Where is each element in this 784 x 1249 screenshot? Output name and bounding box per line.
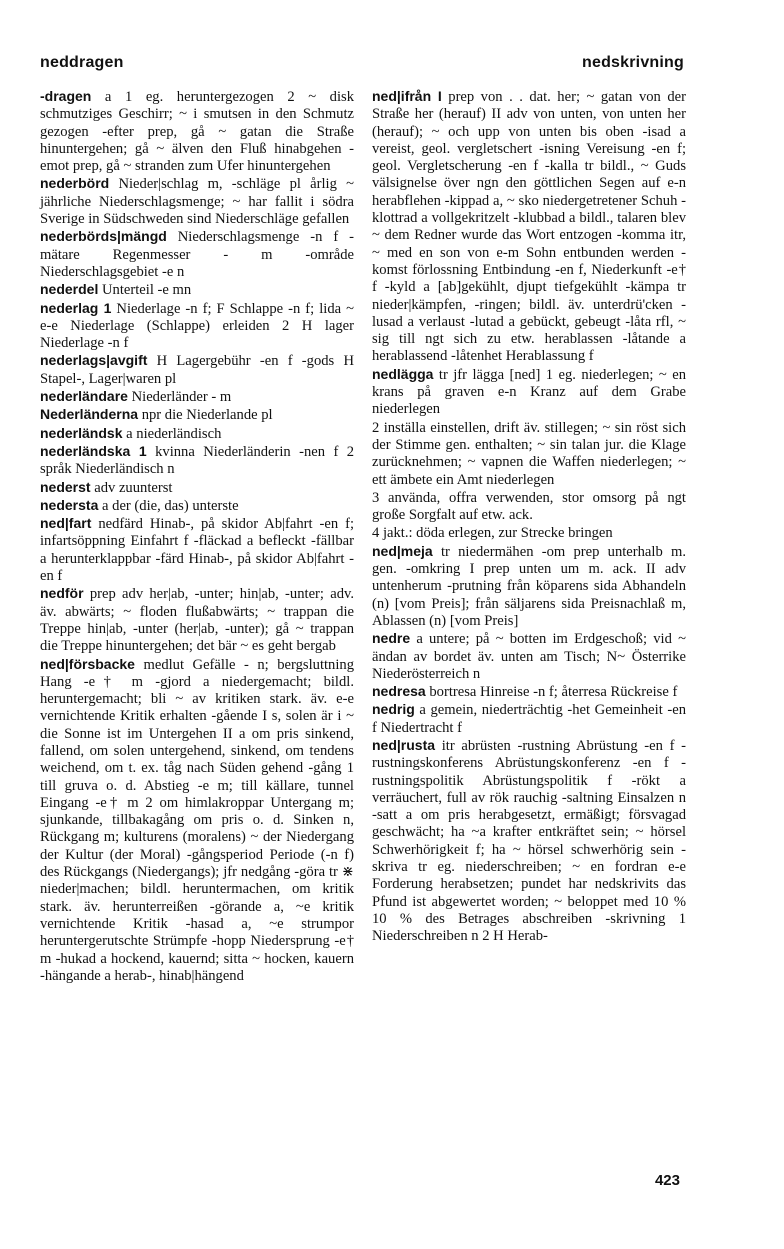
entry-headword: nedre bbox=[372, 630, 411, 647]
entry-text: Niederschlagsmenge -n f -mätare Regenmesser - m -område Niederschlagsgebiet -e n bbox=[40, 229, 354, 280]
entry-text: a der (die, das) unterste bbox=[102, 497, 239, 514]
left-column bbox=[40, 88, 354, 985]
entry-headword: nedlägga bbox=[372, 365, 434, 382]
dictionary-entry bbox=[40, 406, 354, 424]
dictionary-entry bbox=[372, 366, 686, 419]
entry-headword: nederlag 1 bbox=[40, 299, 112, 316]
dictionary-entry bbox=[372, 524, 686, 542]
entry-headword: nederländska 1 bbox=[40, 442, 147, 459]
entry-text: adv zuunterst bbox=[94, 479, 173, 496]
dictionary-entry bbox=[40, 175, 354, 228]
dictionary-entry bbox=[372, 489, 686, 525]
entry-headword: ned|meja bbox=[372, 542, 433, 559]
entry-headword: ned|fart bbox=[40, 515, 92, 532]
entry-text: npr die Niederlande pl bbox=[141, 407, 273, 424]
entry-text: 3 använda, offra verwenden, stor omsorg på ngt große Sorgfalt auf etw. ack. bbox=[372, 489, 686, 524]
entry-text: a 1 eg. heruntergezogen 2 ~ disk schmutziges Geschirr; ~ i smutsen in den Schmutz gezogen -efter prep, gå ~ gatan die Straße hinuntergehen; gå ~ älven den Fluß hinabgehen -emot prep, gå ~ stranden zum Ufer hinuntergehen bbox=[40, 89, 354, 175]
dictionary-entry bbox=[40, 388, 354, 406]
entry-text: Unterteil -e mn bbox=[102, 282, 192, 299]
dictionary-entry bbox=[372, 737, 686, 946]
dictionary-entry bbox=[40, 300, 354, 353]
dictionary-entry bbox=[372, 543, 686, 630]
entry-text: Niederlage -n f; F Schlappe -n f; lida ~ e-e Niederlage (Schlappe) erleiden 2 H lager Niederlage -n f bbox=[40, 300, 354, 352]
dictionary-entry bbox=[40, 352, 354, 388]
entry-headword: nederbörds|mängd bbox=[40, 228, 167, 245]
entry-text: nedfärd Hinab-, på skidor Ab|fahrt -en f; infartsöppning Einfahrt f -fläckad a befleckt -fällbar a herunterklappbar -färd Hinab-, på skidor Ab|fahrt -en f bbox=[40, 516, 355, 585]
entry-headword: nederländsk bbox=[40, 424, 123, 441]
dictionary-entry bbox=[372, 88, 686, 366]
entry-headword: -dragen bbox=[40, 88, 92, 104]
entry-headword: nederbörd bbox=[40, 175, 110, 192]
dictionary-entry bbox=[40, 88, 354, 175]
entry-headword: nedersta bbox=[40, 496, 99, 513]
dictionary-entry bbox=[40, 497, 354, 515]
entry-headword: ned|ifrån I bbox=[372, 88, 442, 104]
dictionary-entry bbox=[40, 443, 354, 479]
entry-headword: nedrig bbox=[372, 701, 415, 718]
entry-text: itr abrüsten -rustning Abrüstung -en f -rustningskonferens Abrüstungskonferenz -en f -rustningspolitik Abrüstungspolitik f -rökt a verräuchert, full av rök rauchig -saltning Einsalzen n -satt a om pris herabgesetzt, ermäßigt; försvagad geschwächt; ha ~a krafter entkräftet sein; ~ hörsel Schwerhörigkeit f; ha ~ hörsel schwerhörig sein -skriva tr eg. niederschreiben; ~ en fordran e-e Forderung herabsetzen; pundet har nedskrivits das Pfund ist abgewertet worden; ~ beloppet med 10 % 10 % des Betrages abschreiben -skrivning 1 Niederschreiben n 2 H Herab- bbox=[372, 737, 686, 945]
entry-text: tr jfr lägga [ned] 1 eg. niederlegen; ~ en krans på graven e-n Kranz auf dem Grabe niederlegen bbox=[372, 366, 686, 418]
dictionary-entry bbox=[372, 419, 686, 489]
entry-text: a gemein, niederträchtig -het Gemeinheit -en f Niedertracht f bbox=[372, 702, 686, 736]
dictionary-entry bbox=[372, 701, 686, 737]
dictionary-entry bbox=[372, 683, 686, 701]
entry-headword: nedresa bbox=[372, 683, 426, 700]
entry-text: medlut Gefälle - n; bergsluttning Hang -e† m -gjord a niedergemacht; bildl. heruntergemacht; bli ~ av kritiken stark. äv. e-e vernichtende Kritik erhalten -gående I s, solen är i ~ die Sonne ist im Untergehen II a om pris sinkend, fallend, om solen untergehend, sinkend, om tendens weichend, om t. ex. tåg nach Süden gehend -gång 1 till gruva o. d. Abstieg -e m; till källare, tunnel Eingang -e† m 2 om himlakroppar Untergang m; sjunkande, tillbakagång om pris o. d. Sinken n, Rückgang m; kulturens (moralens) ~ der Niedergang der Kultur (der Moral) -gångsperiod Periode (-n f) des Rückgangs (Niedergangs); jfr nedgång -göra tr ⋇ nieder|machen; bildl. heruntermachen, om kritik stark. äv. herunterreißen -görande a, ~e kritik vernichtende Kritik -hasad a, ~e strumpor heruntergerutschte Strümpfe -hopp Niedersprung -e† m -hukad a hockend, kauernd; sitta ~ hocken, kauern -hängande a herab-, hinab|hängend bbox=[40, 656, 355, 984]
running-head-right: nedskrivning bbox=[582, 54, 684, 71]
entry-text: 4 jakt.: döda erlegen, zur Strecke bringen bbox=[372, 525, 613, 542]
dictionary-entry bbox=[40, 479, 354, 497]
entry-headword: ned|försbacke bbox=[40, 655, 135, 672]
dictionary-entry bbox=[40, 281, 354, 299]
entry-headword: nedför bbox=[40, 585, 84, 602]
entry-headword: ned|rusta bbox=[372, 736, 436, 753]
entry-headword: nederdel bbox=[40, 281, 99, 298]
entry-text: Niederländer - m bbox=[131, 389, 232, 406]
dictionary-entry bbox=[40, 515, 354, 585]
entry-text: 2 inställa einstellen, drift äv. stillegen; ~ sin röst sich der Stimme gen. enthalten; ~ sin talan jur. die Klage zurücknehmen; ~ vapnen die Waffen niederlegen; ~ ett ämbete ein Amt niederlegen bbox=[372, 419, 686, 488]
running-head-left: neddragen bbox=[40, 54, 124, 71]
dictionary-entry bbox=[40, 656, 354, 986]
entry-text: a niederländisch bbox=[126, 425, 222, 442]
entry-text: H Lagergebühr -en f -gods H Stapel-, Lager|waren pl bbox=[40, 353, 354, 387]
entry-headword: nederlags|avgift bbox=[40, 352, 148, 369]
dictionary-entry bbox=[40, 585, 354, 655]
entry-text: bortresa Hinreise -n f; återresa Rückreise f bbox=[429, 684, 678, 701]
entry-text: a untere; på ~ botten im Erdgeschoß; vid ~ ändan av bordet äv. unten am Tisch; N~ Österrike Niederösterreich n bbox=[372, 631, 686, 682]
right-column bbox=[372, 88, 686, 946]
entry-headword: Nederländerna bbox=[40, 406, 139, 423]
entry-text: prep adv her|ab, -unter; hin|ab, -unter; adv. äv. abwärts; ~ floden flußabwärts; ~ trappan die Treppe hin|ab, -unter (her|ab, -unter); gå ~ trappan die Treppe hinuntergehen; det bär ~ es geht bergab bbox=[40, 586, 355, 655]
entry-text: kvinna Niederländerin -nen f 2 språk Niederländisch n bbox=[40, 443, 355, 478]
dictionary-entry bbox=[40, 425, 354, 443]
entry-headword: nederländare bbox=[40, 388, 128, 405]
entry-headword: nederst bbox=[40, 478, 91, 495]
page-number: 423 bbox=[654, 1172, 680, 1189]
dictionary-entry bbox=[372, 630, 686, 683]
dictionary-entry bbox=[40, 228, 354, 281]
entry-text: Nieder|schlag m, -schläge pl årlig ~ jährliche Niederschlagsmenge; ~ har fallit i södra Sverige in Südschweden sind Niederschläge gefallen bbox=[40, 176, 355, 228]
entry-text: tr niedermähen -om prep unterhalb m. gen. -omkring I prep unten um m. ack. II adv untenherum -prutning från köparens sida Abhandeln (n) [vom Preis]; från säljarens sida Preisnachlaß m, Ablassen (n) [vom Preis] bbox=[372, 543, 686, 629]
entry-text: prep von . . dat. her; ~ gatan von der Straße her (herauf) II adv von unten, von unten her (herauf); ~ och upp von unten bis oben -isad a vereist, geol. vergletschert -isning Vereisung -en f; geol. Vergletscherung -en f -kalla tr bildl., ~ Guds välsignelse över ngn den göttlichen Segen auf e-n herabflehen -kippad a, ~ sko niedergetretener Schuh -klottrad a vollgekritzelt -klubbad a bildl., talaren blev ~ dem Redner wurde das Wort entzogen -komma itr, ~ med en son von e-m Sohn entbunden werden -komst förlossning Entbindung -en f, Niederkunft -e† f -kyld a [ab]gekühlt, djupt tiefgekühlt -kämpa tr nieder|kämpfen, -ringen; bildl. äv. unterdrü'cken -lusad a verlaust -lutad a gebückt, gebeugt -låta rfl, ~ sig till ngt sich zu etw. herablassen -låtande a herablassend -låtenhet Herablassung f bbox=[372, 89, 686, 365]
